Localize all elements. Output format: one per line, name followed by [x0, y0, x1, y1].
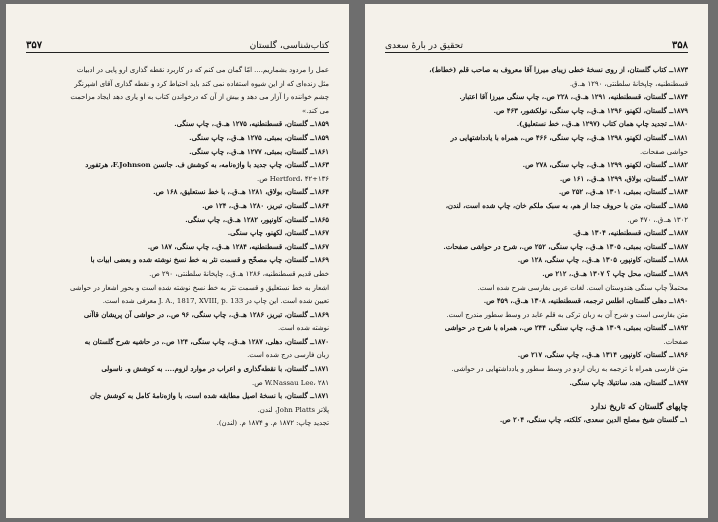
text-line: ۱۸۷۹ــ گلستان، لکهنو، ۱۲۹۶ هـ.ق.، چاپ سنگی، نولکشور، ۴۶۳ ص. [493, 106, 688, 115]
text-line: ۱۸۸۲ــ گلستان، لکهنو، ۱۲۹۹ هـ.ق.، چاپ سنگی، ۲۷۸ ص. [522, 161, 688, 170]
text-line: ۱۸۸۷ــ گلستان، قسطنطنیه، ۱۳۰۴ هـ.ق. [572, 229, 688, 238]
text-line: ۱۸۷۱ــ گلستان، با نسخهٔ اصیل مطابقه شده است، با واژه‌نامهٔ کامل به کوشش جان [89, 392, 329, 401]
text-line: ۱۸۸۵ــ گلستان، متن با حروف جدا از هم، به سبک ملکم خان، چاپ شده است، لندن، [445, 201, 688, 210]
left-page-body [26, 64, 329, 514]
left-page-number: ۳۵۷ [26, 40, 43, 51]
text-line: ۱۸۶۱ــ گلستان، بمبئی، ۱۲۷۷ هـ.ق.، چاپ سنگی. [189, 147, 329, 156]
text-line: ۱۸۸۸ــ گلستان، کاونپور، ۱۳۰۵ هـ.ق.، چاپ سنگی، ۱۲۸ ص. [517, 256, 688, 265]
text-line: ۱۸۸۱ــ گلستان، لکهنو، ۱۲۹۸ هـ.ق.، چاپ سنگی، ۴۶۶ ص.، همراه با یادداشتهایی در [450, 133, 688, 142]
text-line: ۱۸۷۱ــ گلستان، با نقطه‌گذاری و اعراب در موارد لزوم.... به کوشش و. ناسولی [101, 365, 329, 374]
text-line: ۱۸۵۹ــ گلستان، بمبئی، ۱۲۷۵ هـ.ق.، چاپ سنگی. [189, 133, 329, 142]
text-line: متن بفارسی است و شرح آن به زبان ترکی به قلم عابد در وسط سطور مندرج است. [446, 310, 688, 319]
text-line: متن فارسی همراه با ترجمه به زبان اردو در وسط سطور و یادداشتهایی در حواشی. [451, 365, 688, 374]
text-line: ۱۸۵۹ــ گلستان، قسطنطنیه، ۱۲۷۵ هـ.ق.، چاپ سنگی. [174, 120, 329, 129]
left-running-title: کتاب‌شناسی، گلستان [249, 41, 329, 51]
text-line: می کند.» [301, 106, 329, 115]
text-line: ۱ــ گلستان شیخ مصلح الدین سعدی، کلکته، چاپ سنگی، ۲۰۴ ص. [499, 415, 688, 424]
text-line: حواشی صفحات. [639, 147, 688, 156]
text-line: ۱۸۶۹ــ گلستان، تبریز، ۱۲۸۶ هـ.ق.، چاپ سنگی، ۹۶ ص.، در حواشی آن پریشان قاآنی [83, 310, 329, 319]
text-line: مثل زنده‌ای که از این شیوه استفاده نمی کند باید احتیاط کرد و نقطه گذاری آقای اشپرنگر [74, 79, 329, 88]
text-line: ۱۸۶۳ــ گلستان، چاپ جدید با واژه‌نامه، به کوشش ف. جانسن F.Johnson، هرتفورد [85, 161, 329, 170]
right-page-header [385, 38, 688, 53]
left-book-page [6, 4, 349, 518]
text-line: خطی قدیم قسطنطنیه، ۱۲۸۶ هـ.ق.، چاپخانهٔ سلطنتی، ۲۹۰ ص. [149, 269, 329, 278]
text-line: W.Nassau Lee، ۲۸۱ ص. [252, 378, 329, 387]
text-line: قسطنطنیه، چاپخانهٔ سلطنتی، ۱۲۹۰ هـ.ق. [569, 79, 688, 88]
text-line: ۱۸۸۹ــ گلستان، محل چاپ ؟ ۱۳۰۷ هـ.ق.، ۲۱۲ ص. [542, 269, 688, 278]
text-line: تجدید چاپ: ۱۸۷۲ م. و ۱۸۷۴ م. (لندن). [216, 419, 329, 428]
text-line: ۱۸۶۷ــ گلستان، لکهنو، چاپ سنگی. [227, 229, 329, 238]
text-line: تعیین شده است. این چاپ در J. A., 1817, XVIII, p. 133 معرفی شده است. [102, 297, 329, 306]
right-page-body [385, 64, 688, 514]
text-line: ۱۸۸۲ــ گلستان، بولاق، ۱۲۹۹ هـ.ق.، ۱۶۱ ص. [559, 174, 688, 183]
left-page-header [26, 38, 329, 53]
text-line: چشم خواننده را آزار می دهد و بیش از آن که درخواندن کتاب به او یاری دهد ایجاد مزاحمت [70, 93, 329, 102]
right-running-title: تحقیق در بارهٔ سعدی [385, 41, 463, 51]
text-line: ۱۸۸۴ــ گلستان، بمبئی، ۱۳۰۱ هـ.ق.، ۲۵۲ ص. [558, 188, 688, 197]
text-line: نوشته شده است. [277, 324, 329, 333]
text-line: محتملاً چاپ سنگی هندوستان است. لغات عربی بفارسی شرح شده است. [477, 283, 688, 292]
text-line: ۱۸۹۶ــ گلستان، کاونپور، ۱۳۱۴ هـ.ق.، چاپ سنگی، ۲۱۷ ص. [517, 351, 688, 360]
text-line: ۱۸۷۰ــ گلستان، دهلی، ۱۲۸۷ هـ.ق.، چاپ سنگی، ۱۲۴ ص.، در حاشیه شرح گلستان به [84, 337, 329, 346]
text-line: ۱۳۰۲ هـ.ق.، ۴۷۰ ص. [627, 215, 688, 224]
text-line: صفحات. [663, 337, 688, 346]
text-line: ۱۸۸۰ــ تجدید چاپ همان کتاب (۱۲۹۷ هـ.ق.، خط نستعلیق). [516, 120, 688, 129]
right-page-number: ۳۵۸ [671, 40, 688, 51]
text-line: ۱۸۷۴ــ گلستان، قسطنطنیه، ۱۲۹۱ هـ.ق.، ۲۲۸ ص.، چاپ سنگی میرزا آقا اعتبار. [459, 93, 688, 102]
text-line: اشعار به خط نستعلیق و قسمت نثر به خط نسخ نوشته شده است و بحور اشعار در حواشی [69, 283, 329, 292]
right-book-page [365, 4, 708, 518]
section-gap [385, 390, 688, 400]
text-line: ۱۸۹۷ــ گلستان، هند، سانتیلا، چاپ سنگی. [569, 378, 688, 387]
text-line: ۱۸۸۷ــ گلستان، بمبئی، ۱۳۰۵ هـ.ق.، چاپ سنگی، ۲۵۲ ص.، شرح در حواشی صفحات. [443, 242, 688, 251]
text-line: ۱۸۹۰ــ دهلی گلستان، اطلس ترجمه، قسطنطنیه، ۱۳۰۸ هـ.ق.، ۴۵۹ ص. [483, 297, 688, 306]
text-line: عمل را مردود بشماریم.... امّا گمان می کنم که در کاربرد نقطه گذاری ارو پایی در ادبیات [76, 66, 329, 74]
text-line: ۱۸۶۴ــ گلستان، بولاق، ۱۲۸۱ هـ.ق.، با خط نستعلیق، ۱۶۸ ص. [153, 188, 329, 197]
text-line: زبان فارسی درج شده است. [247, 351, 329, 360]
section-heading: چاپهای گلستان که تاریخ ندارد [590, 401, 688, 412]
text-line: ۱۸۹۲ــ گلستان، بمبئی، ۱۳۰۹ هـ.ق.، چاپ سنگی، ۲۴۴ ص.، همراه با شرح در حواشی [444, 324, 688, 333]
text-line: پلاتز John Platts، لندن. [257, 405, 329, 414]
text-line: ۱۸۶۷ــ گلستان، قسطنطنیه، ۱۲۸۴ هـ.ق.، چاپ سنگی، ۱۸۷ ص. [147, 242, 329, 251]
text-line: ۱۸۶۹ــ گلستان، چاپ مصحّح و قسمت نثر به خط نسخ نوشته شده و بعضی ابیات با [90, 256, 329, 265]
text-line: ۱۸۶۵ــ گلستان، کاونپور، ۱۲۸۲ هـ.ق.، چاپ سنگی. [185, 215, 329, 224]
text-line: ۱۸۷۳ــ کتاب گلستان، از روی نسخهٔ خطی زیبای میرزا آقا معروف به صاحب قلم (خطاط)، [429, 66, 688, 74]
text-line: ۱۸۶۴ــ گلستان، تبریز، ۱۲۸۰ هـ.ق.، ۱۲۴ ص. [202, 201, 329, 210]
text-line: Hertford، ۴۲+۱۳۶ ص. [257, 174, 329, 183]
